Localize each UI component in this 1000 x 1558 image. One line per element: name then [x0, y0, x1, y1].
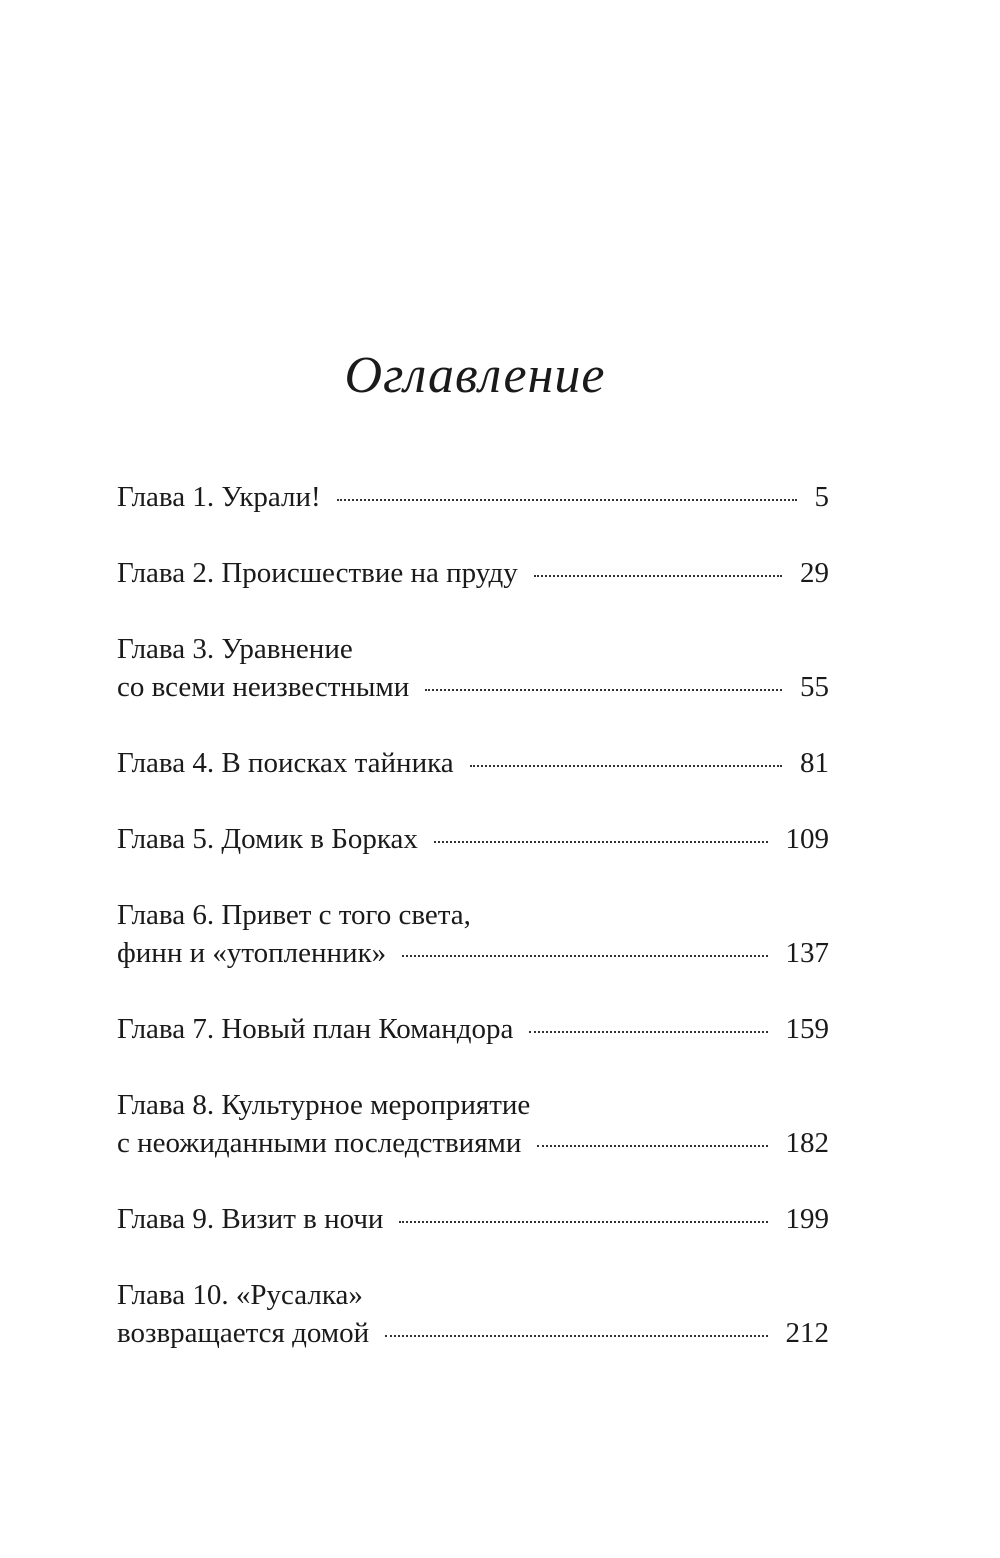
toc-page-number: 81 — [800, 747, 829, 779]
toc-entry-title-continued: возвращается домой — [117, 1317, 370, 1349]
toc-entry-title-continued: с неожиданными последствиями — [117, 1127, 522, 1159]
dot-leader — [537, 1144, 767, 1147]
toc-entry-title: Глава 10. «Русалка» — [117, 1279, 363, 1311]
toc-entry-title: Глава 4. В поисках тайника — [117, 747, 454, 779]
toc-page-number: 212 — [785, 1317, 829, 1349]
dot-leader — [534, 574, 782, 577]
toc-entry-title: Глава 3. Уравнение — [117, 633, 353, 665]
toc-entry-title-continued: со всеми неизвестными — [117, 671, 410, 703]
toc-entry — [117, 554, 829, 592]
toc-entry — [117, 478, 829, 516]
toc-entry-title: Глава 5. Домик в Борках — [117, 823, 418, 855]
toc-page-number: 159 — [785, 1013, 829, 1045]
dot-leader — [402, 954, 767, 957]
toc-entry-title: Глава 7. Новый план Командора — [117, 1013, 514, 1045]
toc-entry — [117, 896, 829, 972]
page-title: Оглавление — [344, 347, 606, 404]
toc-entry-title: Глава 8. Культурное мероприятие — [117, 1089, 531, 1121]
toc-entry-title: Глава 9. Визит в ночи — [117, 1203, 384, 1235]
dot-leader — [470, 764, 782, 767]
dot-leader — [385, 1334, 767, 1337]
toc-page-number: 29 — [800, 557, 829, 589]
toc-entry — [117, 630, 829, 706]
toc-entry-title: Глава 2. Происшествие на пруду — [117, 557, 518, 589]
dot-leader — [434, 840, 768, 843]
toc-entry — [117, 1276, 829, 1352]
dot-leader — [337, 498, 797, 501]
toc-page-number: 182 — [785, 1127, 829, 1159]
toc-page-number: 109 — [785, 823, 829, 855]
toc-entry-title-continued: финн и «утопленник» — [117, 937, 387, 969]
toc-entry — [117, 744, 829, 782]
dot-leader — [399, 1220, 767, 1223]
toc-page-number: 199 — [785, 1203, 829, 1235]
toc-entry — [117, 1086, 829, 1162]
toc-entry-title: Глава 6. Привет с того света, — [117, 899, 471, 931]
toc-entry — [117, 1200, 829, 1238]
toc-entry — [117, 1010, 829, 1048]
toc-entry-title: Глава 1. Украли! — [117, 481, 321, 513]
toc-entry — [117, 820, 829, 858]
toc-page-number: 5 — [814, 481, 829, 513]
dot-leader — [425, 688, 782, 691]
toc-page-number: 55 — [800, 671, 829, 703]
dot-leader — [529, 1030, 767, 1033]
toc-page-number: 137 — [785, 937, 829, 969]
